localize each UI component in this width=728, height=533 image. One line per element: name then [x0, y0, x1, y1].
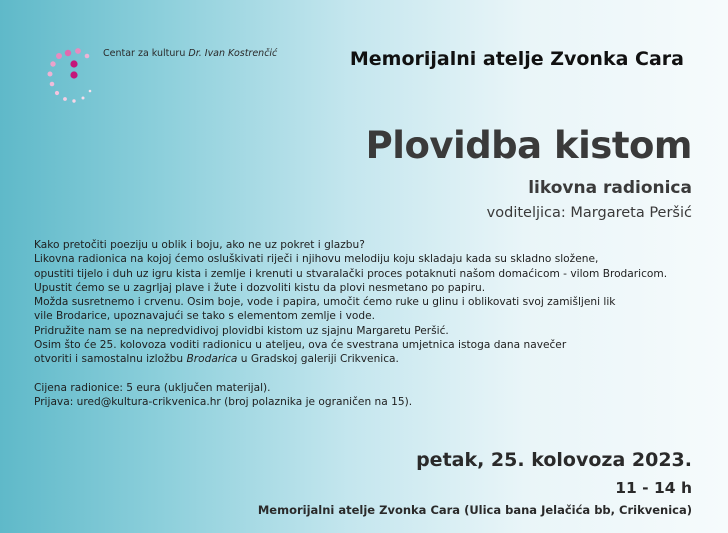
event-venue: Memorijalni atelje Zvonka Cara (Ulica bana Jelačića bb, Crikvenica)	[257, 503, 692, 517]
event-title: Plovidba kistom	[365, 124, 692, 167]
description-line: Kako pretočiti poeziju u oblik i boju, ako ne uz pokret i glazbu?	[34, 239, 365, 251]
description-text: u Gradskoj galeriji Crikvenica.	[240, 353, 399, 366]
atelier-title: Memorijalni atelje Zvonka Cara	[349, 48, 684, 70]
description-line: vile Brodarice, upoznavajući se tako s elementom zemlje i vode.	[34, 310, 375, 323]
description-line	[34, 352, 714, 366]
org-name: Dr. Ivan Kostrenčić	[188, 48, 278, 59]
dots-circle-logo-icon	[44, 44, 98, 106]
registration-info: Prijava: ured@kultura-crikvenica.hr (broj polaznika je ograničen na 15).	[34, 395, 413, 408]
paragraph-gap	[34, 367, 714, 381]
description-line: Možda susretnemo i crvenu. Osim boje, vode i papira, umočit ćemo ruke u glinu i oblikovati svoj zamišljeni lik	[34, 296, 616, 309]
description-line: Upustit ćemo se u zagrljaj plave i žute i dozvoliti kistu da plovi nesmetano po papiru.	[34, 281, 486, 294]
price-info: Cijena radionice: 5 eura (uključen materijal).	[34, 381, 271, 394]
event-date: petak, 25. kolovoza 2023.	[416, 449, 692, 471]
description-text: otvoriti i samostalnu izložbu	[34, 353, 184, 366]
event-description	[34, 238, 714, 409]
org-prefix: Centar za kulturu	[103, 48, 186, 59]
event-subtitle: likovna radionica	[528, 178, 692, 198]
description-line: opustiti tijelo i duh uz igru kista i zemlje i krenuti u stvaralački proces potaknuti našom domaćicom - vilom Brodaricom.	[34, 267, 668, 280]
event-time: 11 - 14 h	[615, 479, 692, 497]
organization-name	[103, 48, 277, 59]
exhibition-name: Brodarica	[186, 353, 238, 366]
description-line: Likovna radionica na kojoj ćemo osluškivati riječi i njihovu melodiju koju skladaju kada su skladno složene,	[34, 253, 599, 266]
event-leader: voditeljica: Margareta Peršić	[486, 205, 692, 221]
description-line: Osim što će 25. kolovoza voditi radionicu u ateljeu, ova će svestrana umjetnica istoga dana navečer	[34, 339, 567, 352]
description-line: Pridružite nam se na nepredvidivoj plovidbi kistom uz sjajnu Margaretu Peršić.	[34, 324, 449, 337]
